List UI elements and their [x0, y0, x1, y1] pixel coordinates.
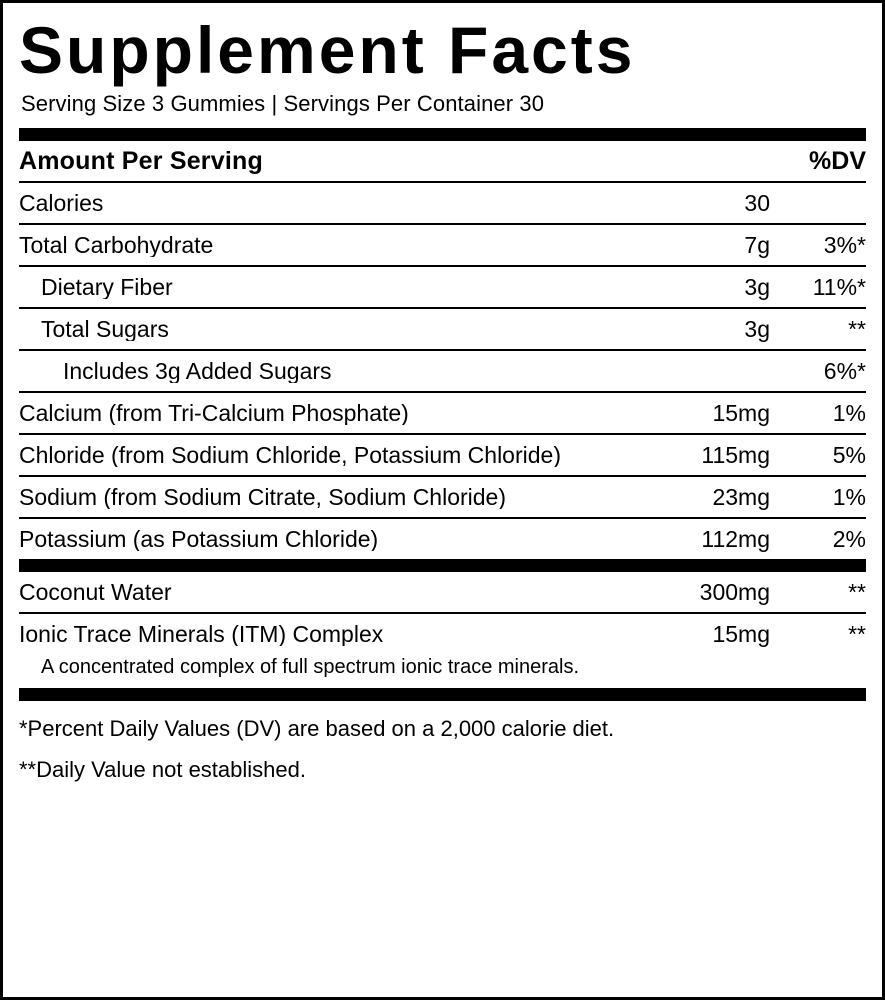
footnote-daily-value-not-established: **Daily Value not established.	[19, 757, 306, 783]
nutrient-name: Sodium (from Sodium Citrate, Sodium Chloride)	[19, 485, 507, 509]
table-row	[19, 309, 866, 351]
nutrient-dv: 1%	[832, 483, 866, 510]
nutrient-amount: 3g	[744, 273, 770, 300]
nutrient-dv: 1%	[832, 399, 866, 426]
nutrient-name: Calories	[19, 191, 104, 215]
nutrient-dv: 2%	[832, 525, 866, 552]
rule-thick-bottom	[19, 688, 866, 701]
itm-complex-note: A concentrated complex of full spectrum ionic trace minerals.	[41, 655, 580, 678]
ingredient-amount: 15mg	[712, 620, 770, 647]
nutrient-dv: 3%*	[823, 231, 866, 258]
ingredient-dv: **	[848, 578, 866, 605]
table-header-row	[19, 141, 866, 183]
nutrient-name: Includes 3g Added Sugars	[63, 359, 332, 383]
table-row	[19, 477, 866, 519]
ingredient-amount: 300mg	[699, 578, 770, 605]
nutrient-amount: 115mg	[701, 441, 770, 468]
amount-per-serving-label: Amount Per Serving	[19, 148, 263, 174]
ingredient-name: Coconut Water	[19, 580, 172, 604]
footnotes	[19, 701, 866, 790]
nutrient-amount: 7g	[744, 231, 770, 258]
table-row	[19, 225, 866, 267]
nutrient-name: Total Carbohydrate	[19, 233, 214, 257]
page-title: Supplement Facts	[19, 13, 636, 87]
nutrient-name: Total Sugars	[41, 317, 169, 341]
footnote-daily-value-basis: *Percent Daily Values (DV) are based on a 2,000 calorie diet.	[19, 715, 615, 741]
nutrient-name: Potassium (as Potassium Chloride)	[19, 527, 379, 551]
nutrient-dv: 11%*	[812, 273, 866, 300]
nutrient-dv: 5%	[832, 441, 866, 468]
nutrient-amount: 15mg	[712, 399, 770, 426]
nutrient-name: Dietary Fiber	[41, 275, 173, 299]
nutrient-amount: 3g	[744, 315, 770, 342]
table-row	[19, 435, 866, 477]
serving-size-line: Serving Size 3 Gummies | Servings Per Container 30	[21, 91, 545, 117]
nutrient-name: Chloride (from Sodium Chloride, Potassium Chloride)	[19, 443, 561, 467]
table-row	[19, 519, 866, 559]
nutrient-dv: **	[848, 315, 866, 342]
dv-column-header: %DV	[809, 146, 866, 175]
ingredient-dv: **	[848, 620, 866, 647]
ingredient-name: Ionic Trace Minerals (ITM) Complex	[19, 622, 384, 646]
nutrient-amount: 112mg	[701, 525, 770, 552]
rule-thick-top	[19, 128, 866, 141]
table-row	[19, 393, 866, 435]
nutrient-amount: 23mg	[712, 483, 770, 510]
nutrient-amount: 30	[744, 189, 770, 216]
table-row	[19, 183, 866, 225]
table-row	[19, 351, 866, 393]
table-row	[19, 267, 866, 309]
nutrient-name: Calcium (from Tri-Calcium Phosphate)	[19, 401, 409, 425]
rule-thick-middle	[19, 559, 866, 572]
nutrient-dv: 6%*	[823, 357, 866, 384]
table-row	[19, 614, 866, 654]
table-row	[19, 572, 866, 614]
